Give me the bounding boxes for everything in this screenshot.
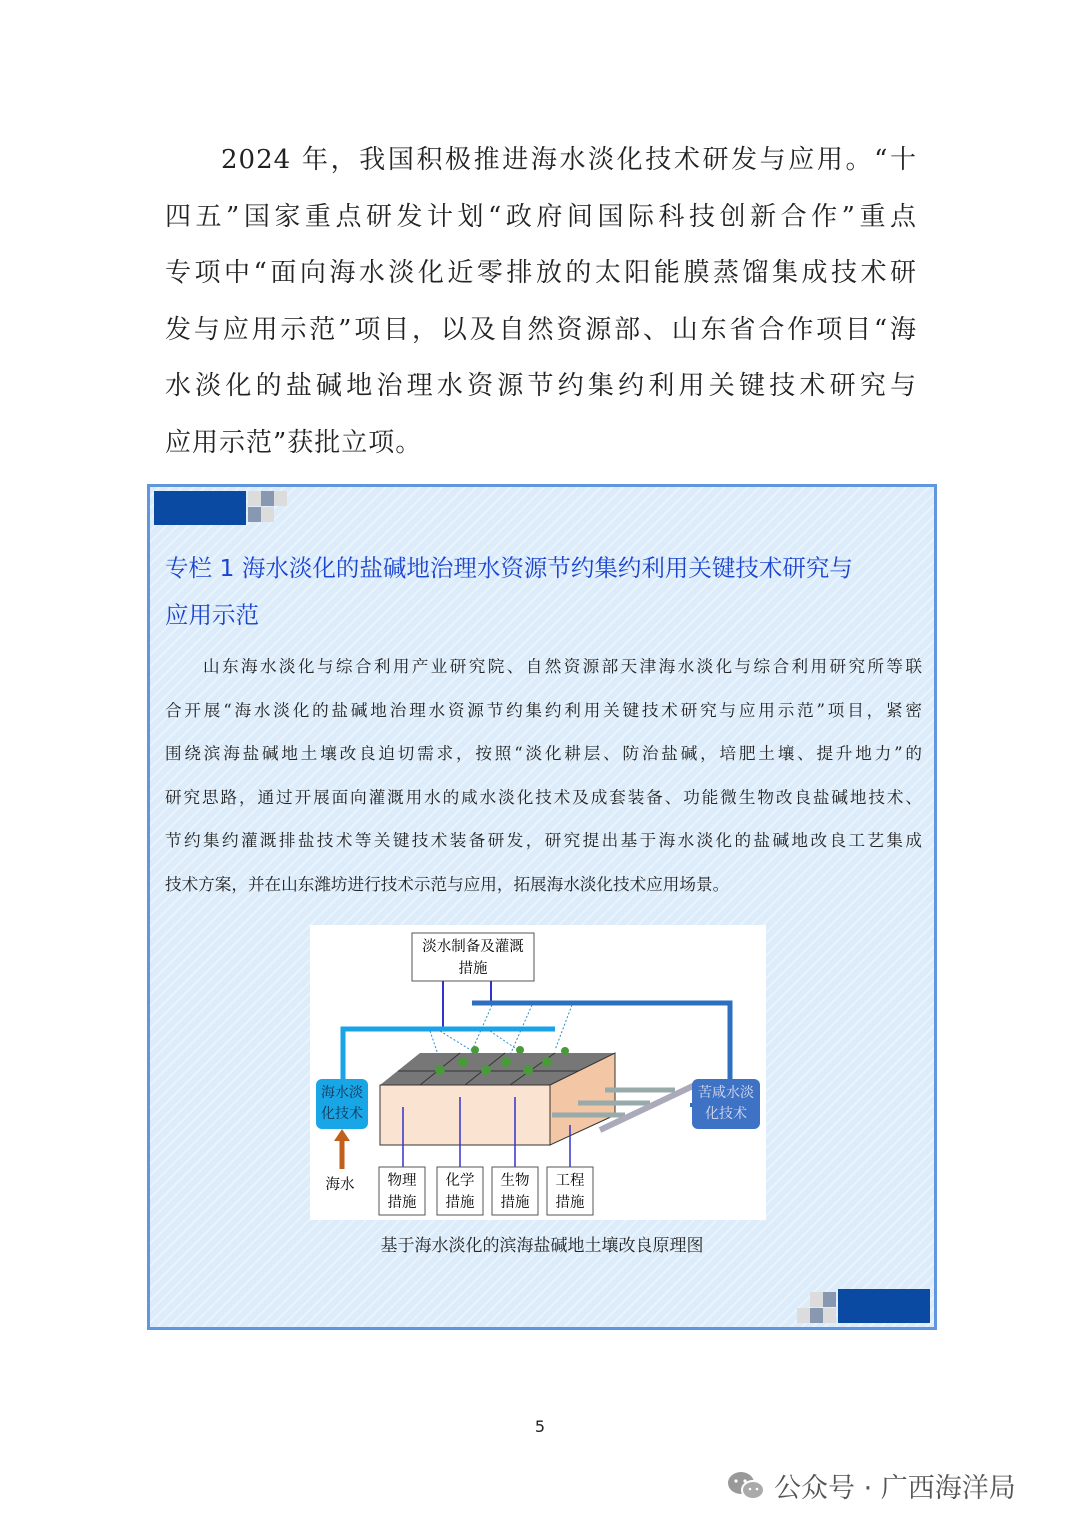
body-line: 研究思路，通过开展面向灌溉用水的咸水淡化技术及成套装备、功能微生物改良盐碱地技术、 [165,787,922,807]
corner-decoration [838,1289,930,1323]
column-body [165,654,922,915]
seawater-label: 海水 [325,1177,355,1193]
corner-square [823,1308,836,1323]
paragraph-line: 2024 年，我国积极推进海水淡化技术研发与应用。“十 [221,145,917,175]
right-box-label: 苦咸水淡 [698,1085,754,1101]
paragraph-line: 水淡化的盐碱地治理水资源节约集约利用关键技术研究与 [165,371,917,402]
right-box-label: 化技术 [705,1106,747,1122]
corner-square [261,491,274,506]
title-line: 专栏 1 海水淡化的盐碱地治理水资源节约集约利用关键技术研究与 [165,554,853,582]
corner-square [261,507,274,522]
paragraph-line: 专项中“面向海水淡化近零排放的太阳能膜蒸馏集成技术研 [165,258,917,289]
watermark [726,1466,1016,1505]
top-box-label: 措施 [458,961,488,977]
measure-label: 措施 [445,1195,475,1211]
wechat-icon [726,1470,766,1502]
measure-label: 化学 [445,1173,475,1189]
main-paragraph [165,138,917,478]
soil-block [380,1085,550,1145]
left-box-label: 化技术 [321,1106,363,1122]
body-line: 合开展“海水淡化的盐碱地治理水资源节约集约利用关键技术研究与应用示范”项目，紧密 [165,700,922,720]
watermark-text: 公众号 · 广西海洋局 [774,1473,1016,1504]
corner-square [248,507,261,522]
paragraph-line: 应用示范”获批立项。 [165,427,423,458]
measure-label: 措施 [555,1195,585,1211]
corner-square [810,1308,823,1323]
measure-label: 物理 [387,1173,417,1189]
measure-label: 生物 [500,1173,530,1189]
diagram-figure [310,925,766,1220]
column-title [165,545,925,639]
corner-square [274,491,287,506]
body-line: 节约集约灌溉排盐技术等关键技术装备研发，研究提出基于海水淡化的盐碱地改良工艺集成 [165,831,922,850]
paragraph-line: 发与应用示范”项目，以及自然资源部、山东省合作项目“海 [165,314,917,345]
body-line: 围绕滨海盐碱地土壤改良迫切需求，按照“淡化耕层、防治盐碱，培肥土壤、提升地力”的 [165,744,922,763]
page-number: 5 [534,1417,546,1436]
top-box-label: 淡水制备及灌溉 [422,939,524,955]
corner-decoration [154,491,246,525]
corner-square [823,1292,836,1307]
arrow-up-icon [334,1129,350,1141]
body-line: 山东海水淡化与综合利用产业研究院、自然资源部天津海水淡化与综合利用研究所等联 [203,657,922,676]
title-line: 应用示范 [165,601,259,629]
left-box-label: 海水淡 [321,1085,363,1101]
measure-label: 措施 [387,1195,417,1211]
paragraph-line: 四五”国家重点研发计划“政府间国际科技创新合作”重点 [165,201,917,232]
corner-square [248,491,261,506]
measure-label: 措施 [500,1195,530,1211]
measure-label: 工程 [555,1173,585,1189]
body-line: 技术方案，并在山东潍坊进行技术示范与应用，拓展海水淡化技术应用场景。 [165,874,730,894]
corner-square [810,1292,823,1307]
corner-square [797,1308,810,1323]
column-box [147,484,937,1330]
figure-caption: 基于海水淡化的滨海盐碱地土壤改良原理图 [380,1236,704,1256]
